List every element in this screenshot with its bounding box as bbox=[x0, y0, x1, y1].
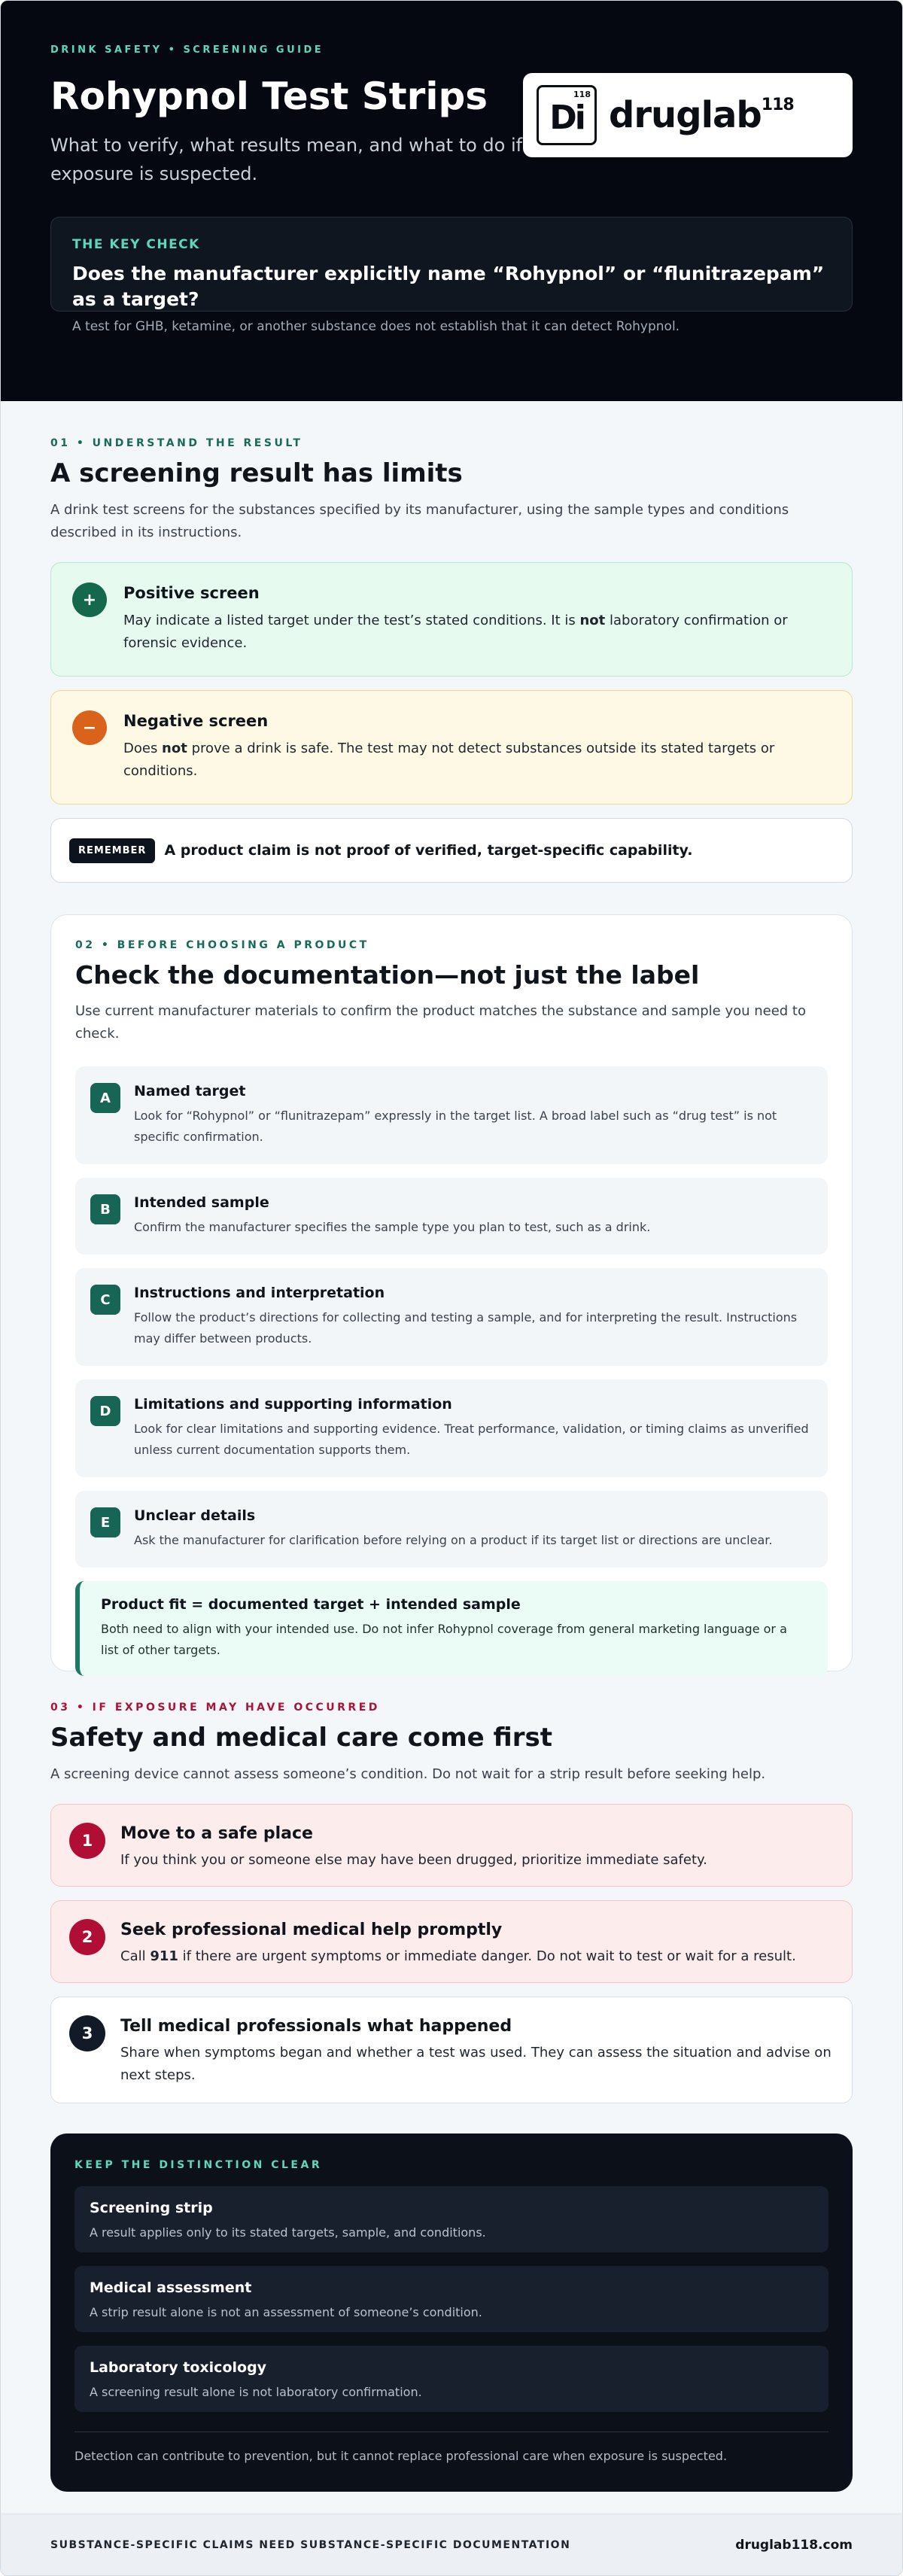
positive-screen-text: May indicate a listed target under the test’s stated conditions. It is not laboratory confirmation or forensic evidence. bbox=[123, 613, 788, 651]
product-fit-title: Product fit = documented target + intended sample bbox=[101, 1596, 521, 1613]
remember-callout bbox=[50, 818, 853, 883]
care-step bbox=[50, 1900, 853, 1983]
care-step bbox=[50, 1804, 853, 1887]
negative-screen-title: Negative screen bbox=[123, 712, 269, 730]
logo-mark-icon bbox=[537, 85, 597, 145]
key-check-card bbox=[50, 217, 853, 334]
product-fit-callout bbox=[75, 1581, 828, 1676]
checklist-letter-badge: C bbox=[90, 1285, 120, 1315]
hero-header bbox=[1, 1, 902, 401]
distinction-item-text: A strip result alone is not an assessment of someone’s condition. bbox=[90, 2305, 482, 2319]
checklist-item-text: Look for “Rohypnol” or “flunitrazepam” expressly in the target list. A broad label such as “drug test” is not specific confirmation. bbox=[134, 1109, 777, 1144]
distinction-item bbox=[74, 2186, 829, 2252]
distinction-item-title: Laboratory toxicology bbox=[90, 2359, 267, 2376]
logo-wordmark bbox=[609, 94, 794, 136]
checklist-letter-badge: D bbox=[90, 1396, 120, 1426]
hero-eyebrow: DRINK SAFETY • SCREENING GUIDE bbox=[50, 44, 324, 56]
positive-screen-card bbox=[50, 562, 853, 677]
section-title: Safety and medical care come first bbox=[50, 1723, 552, 1753]
distinction-label: KEEP THE DISTINCTION CLEAR bbox=[74, 2159, 323, 2171]
logo-mark-letters: Di bbox=[549, 98, 584, 137]
distinction-item bbox=[74, 2266, 829, 2332]
checklist-letter-badge: A bbox=[90, 1083, 120, 1113]
distinction-item-title: Screening strip bbox=[90, 2200, 213, 2216]
checklist-item-title: Named target bbox=[134, 1083, 246, 1099]
checklist-item-text: Ask the manufacturer for clarification before relying on a product if its target list or directions are unclear. bbox=[134, 1533, 773, 1547]
step-number-badge: 3 bbox=[69, 2015, 105, 2051]
checklist-item bbox=[75, 1178, 828, 1255]
distinction-item bbox=[74, 2346, 829, 2412]
checklist-letter-badge: B bbox=[90, 1194, 120, 1224]
checklist-item bbox=[75, 1379, 828, 1477]
checklist-item-text: Look for clear limitations and supporting evidence. Treat performance, validation, or timing claims as unverified unless current documentation supports them. bbox=[134, 1422, 809, 1457]
checklist-item bbox=[75, 1066, 828, 1164]
care-step-text: If you think you or someone else may have been drugged, prioritize immediate safety. bbox=[120, 1852, 707, 1868]
page-title: Rohypnol Test Strips bbox=[50, 75, 488, 118]
section-label: 02 • BEFORE CHOOSING A PRODUCT bbox=[75, 939, 369, 951]
section-safety-care bbox=[1, 1671, 902, 2103]
section-description: Use current manufacturer materials to confirm the product matches the substance and sample you need to check. bbox=[75, 1003, 807, 1042]
documentation-checklist bbox=[75, 1066, 828, 1568]
checklist-item-title: Instructions and interpretation bbox=[134, 1285, 385, 1301]
key-check-question: Does the manufacturer explicitly name “Rohypnol” or “flunitrazepam” as a target? bbox=[72, 263, 825, 310]
distinction-footnote: Detection can contribute to prevention, but it cannot replace professional care when exposure is suspected. bbox=[74, 2449, 728, 2463]
care-step-text: Share when symptoms began and whether a test was used. They can assess the situation and advise on next steps. bbox=[120, 2045, 832, 2083]
checklist-item-title: Unclear details bbox=[134, 1507, 256, 1524]
key-check-label: THE KEY CHECK bbox=[72, 237, 200, 252]
distinction-panel bbox=[50, 2133, 853, 2492]
step-number-badge: 2 bbox=[69, 1919, 105, 1955]
checklist-item bbox=[75, 1268, 828, 1366]
care-step-title: Tell medical professionals what happened bbox=[120, 2017, 512, 2036]
product-fit-text: Both need to align with your intended use. Do not infer Rohypnol coverage from general marketing language or a list of other targets. bbox=[101, 1622, 787, 1657]
checklist-item-text: Confirm the manufacturer specifies the sample type you plan to test, such as a drink. bbox=[134, 1220, 651, 1234]
distinction-item-text: A result applies only to its stated targets, sample, and conditions. bbox=[90, 2225, 486, 2240]
section-label: 03 • IF EXPOSURE MAY HAVE OCCURRED bbox=[50, 1702, 380, 1714]
section-label: 01 • UNDERSTAND THE RESULT bbox=[50, 437, 303, 449]
section-description: A drink test screens for the substances specified by its manufacturer, using the sample types and conditions described in its instructions. bbox=[50, 502, 789, 540]
distinction-item-text: A screening result alone is not laboratory confirmation. bbox=[90, 2385, 422, 2399]
remember-text: A product claim is not proof of verified, target-specific capability. bbox=[164, 842, 693, 859]
key-check-note: A test for GHB, ketamine, or another substance does not establish that it can detect Rohypnol. bbox=[72, 319, 680, 334]
logo-wordmark-sup: 118 bbox=[761, 96, 794, 114]
distinction-item-title: Medical assessment bbox=[90, 2279, 252, 2296]
care-step bbox=[50, 1997, 853, 2103]
plus-icon: + bbox=[72, 582, 107, 617]
checklist-item-text: Follow the product’s directions for collecting and testing a sample, and for interpreting the result. Instructions may differ between products. bbox=[134, 1310, 798, 1346]
section-title: Check the documentation—not just the label bbox=[75, 960, 700, 990]
minus-icon: − bbox=[72, 710, 107, 745]
positive-screen-title: Positive screen bbox=[123, 584, 260, 602]
page-footer bbox=[1, 2514, 902, 2575]
page-subtitle: What to verify, what results mean, and what to do if exposure is suspected. bbox=[50, 135, 523, 184]
druglab-logo bbox=[523, 73, 853, 157]
logo-wordmark-text: druglab bbox=[609, 94, 762, 136]
section-description: A screening device cannot assess someone’s condition. Do not wait for a strip result before seeking help. bbox=[50, 1766, 766, 1782]
step-number-badge: 1 bbox=[69, 1823, 105, 1859]
footer-tagline: SUBSTANCE-SPECIFIC CLAIMS NEED SUBSTANCE-SPECIFIC DOCUMENTATION bbox=[50, 2538, 571, 2551]
care-step-title: Move to a safe place bbox=[120, 1824, 313, 1843]
footer-site-link[interactable]: druglab118.com bbox=[735, 2537, 853, 2553]
section-check-documentation bbox=[50, 914, 853, 1671]
care-step-title: Seek professional medical help promptly bbox=[120, 1921, 503, 1939]
care-step-text: Call 911 if there are urgent symptoms or immediate danger. Do not wait to test or wait for a result. bbox=[120, 1948, 796, 1964]
logo-mark-number: 118 bbox=[573, 90, 591, 99]
section-title: A screening result has limits bbox=[50, 458, 463, 488]
negative-screen-card bbox=[50, 690, 853, 804]
remember-badge: REMEMBER bbox=[69, 838, 155, 863]
section-understand-result bbox=[1, 401, 902, 883]
checklist-item-title: Intended sample bbox=[134, 1194, 269, 1211]
negative-screen-text: Does not prove a drink is safe. The test may not detect substances outside its stated targets or conditions. bbox=[123, 741, 775, 779]
checklist-letter-badge: E bbox=[90, 1507, 120, 1537]
checklist-item-title: Limitations and supporting information bbox=[134, 1396, 452, 1413]
checklist-item bbox=[75, 1491, 828, 1568]
